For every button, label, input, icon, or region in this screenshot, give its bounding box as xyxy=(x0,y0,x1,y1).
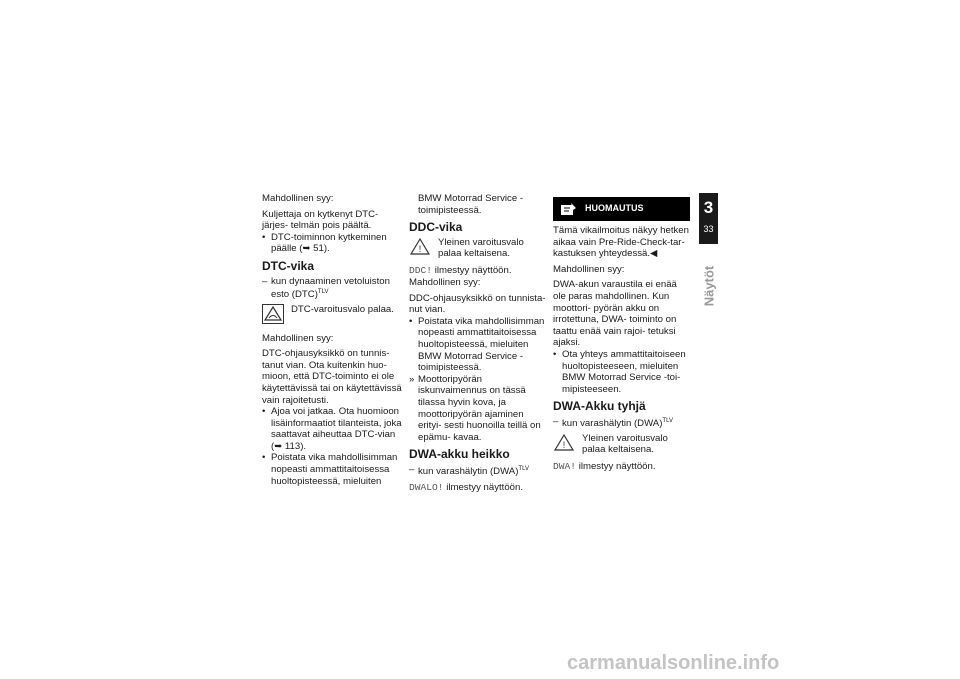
list-item-text: Poistata vika mahdollisimman nopeasti ammattitaitoisessa huoltopisteessä, mieluiten BMW Motorrad Service - toimipisteessä. xyxy=(418,315,545,374)
cause-text: DWA-akun varaustila ei enää ole paras mahdollinen. Kun moottori- pyörän akku on irrotettuna, DWA- toiminto on taattu enää vain rajoi- tetuksi ajaksi. xyxy=(553,279,677,349)
section-heading-dwa-empty: DWA-Akku tyhjä xyxy=(553,399,646,414)
note-banner xyxy=(553,197,690,221)
display-message: DWA! ilmestyy näyttöön. xyxy=(553,461,656,473)
column-1 xyxy=(262,193,402,487)
svg-text:!: ! xyxy=(418,243,422,254)
watermark: carmanualsonline.info xyxy=(567,652,780,674)
dtc-warning-icon xyxy=(262,304,284,328)
condition-text: kun varashälytin (DWA) xyxy=(418,466,519,478)
cause-text: DTC-ohjausyksikkö on tunnis- tanut vian. Ota kuitenkin huo- mioon, että DTC-toiminto ei ole käytettävissä tai on käytettävissä vain rajoitetusti. xyxy=(262,348,402,406)
section-heading-dwa-low: DWA-akku heikko xyxy=(409,447,510,462)
bullet-marker: • xyxy=(262,452,266,464)
display-code: DWA! xyxy=(553,461,577,473)
cause-label: Mahdollinen syy: xyxy=(262,193,334,204)
list-item-text: Poistata vika mahdollisimman nopeasti ammattitaitoisessa huoltopisteessä, mieluiten xyxy=(271,452,398,487)
chapter-title: Näytöt xyxy=(701,265,716,307)
display-message: DDC! ilmestyy näyttöön. xyxy=(409,265,512,277)
display-code: DWALO! xyxy=(409,481,444,493)
cause-text: DDC-ohjausyksikkö on tunnista- nut vian. xyxy=(409,292,546,316)
warning-row xyxy=(553,433,690,457)
tlv-superscript: TLV xyxy=(662,417,673,424)
list-item xyxy=(262,406,402,452)
list-item xyxy=(262,452,402,487)
tlv-superscript: TLV xyxy=(518,465,529,472)
column-2 xyxy=(409,193,547,493)
bullet-marker: • xyxy=(262,231,266,243)
chapter-title-vertical xyxy=(699,246,718,326)
list-item-text: DTC-toiminnon kytkeminen päälle (➥ 51). xyxy=(271,231,387,255)
note-text: Tämä vikailmoitus näkyy hetken aikaa vain Pre-Ride-Check-tar- kastuksen yhteydessä.◀ xyxy=(553,225,689,260)
chapter-tab xyxy=(699,193,718,244)
general-warning-icon xyxy=(409,237,431,261)
list-item xyxy=(409,316,547,374)
list-item xyxy=(553,349,690,395)
cause-label: Mahdollinen syy: xyxy=(262,332,334,344)
tlv-superscript: TLV xyxy=(317,289,329,296)
general-warning-icon xyxy=(553,433,575,457)
dash-marker: – xyxy=(409,463,415,475)
bullet-marker: • xyxy=(409,315,413,327)
chevron-marker: » xyxy=(409,373,415,385)
condition-item xyxy=(262,276,402,301)
bullet-marker: • xyxy=(553,348,557,360)
warning-row xyxy=(409,237,547,261)
warning-text: DTC-varoitusvalo palaa. xyxy=(291,303,394,315)
section-heading-ddc: DDC-vika xyxy=(409,220,463,235)
warning-text: Yleinen varoitusvalo palaa keltaisena. xyxy=(582,432,668,456)
display-message: DWALO! ilmestyy näyttöön. xyxy=(409,481,524,493)
warning-text: Yleinen varoitusvalo palaa keltaisena. xyxy=(438,236,524,260)
column-3 xyxy=(553,193,690,473)
dash-marker: – xyxy=(262,275,268,287)
svg-text:!: ! xyxy=(562,439,566,450)
list-item xyxy=(262,232,402,255)
list-item-text: Ota yhteys ammattitaitoiseen huoltopisteeseen, mieluiten BMW Motorrad Service -toi- mipisteeseen. xyxy=(562,348,686,395)
condition-item xyxy=(553,416,690,430)
condition-text: kun varashälytin (DWA) xyxy=(562,418,663,430)
display-code: DDC! xyxy=(409,265,433,277)
continued-text: BMW Motorrad Service - toimipisteessä. xyxy=(418,193,524,216)
section-heading-dtc: DTC-vika xyxy=(262,258,315,273)
cause-label: Mahdollinen syy: xyxy=(553,263,625,275)
chapter-number: 3 xyxy=(703,198,714,217)
cause-label: Mahdollinen syy: xyxy=(409,276,481,288)
cause-text: Kuljettaja on kytkenyt DTC-järjes- telmän pois päältä. xyxy=(262,208,379,232)
list-item-text: Ajoa voi jatkaa. Ota huomioon lisäinformaatiot tilanteista, joka saattavat aiheuttaa DTC-vian (➥ 113). xyxy=(271,406,402,452)
page-number: 33 xyxy=(703,224,714,234)
bullet-marker: • xyxy=(262,406,266,418)
result-text: Moottoripyörän iskunvaimennus on tässä tilassa hyvin kova, ja moottoripyörän ajaminen erityi- sesti huonoilla teillä on epämu- kavaa. xyxy=(418,373,541,443)
dash-marker: – xyxy=(553,415,559,427)
condition-text: kun dynaaminen vetoluiston esto (DTC) xyxy=(271,275,390,301)
warning-row xyxy=(262,304,402,328)
note-icon xyxy=(561,203,577,216)
result-item xyxy=(409,374,547,444)
condition-item xyxy=(409,464,547,478)
note-title: HUOMAUTUS xyxy=(585,203,644,214)
